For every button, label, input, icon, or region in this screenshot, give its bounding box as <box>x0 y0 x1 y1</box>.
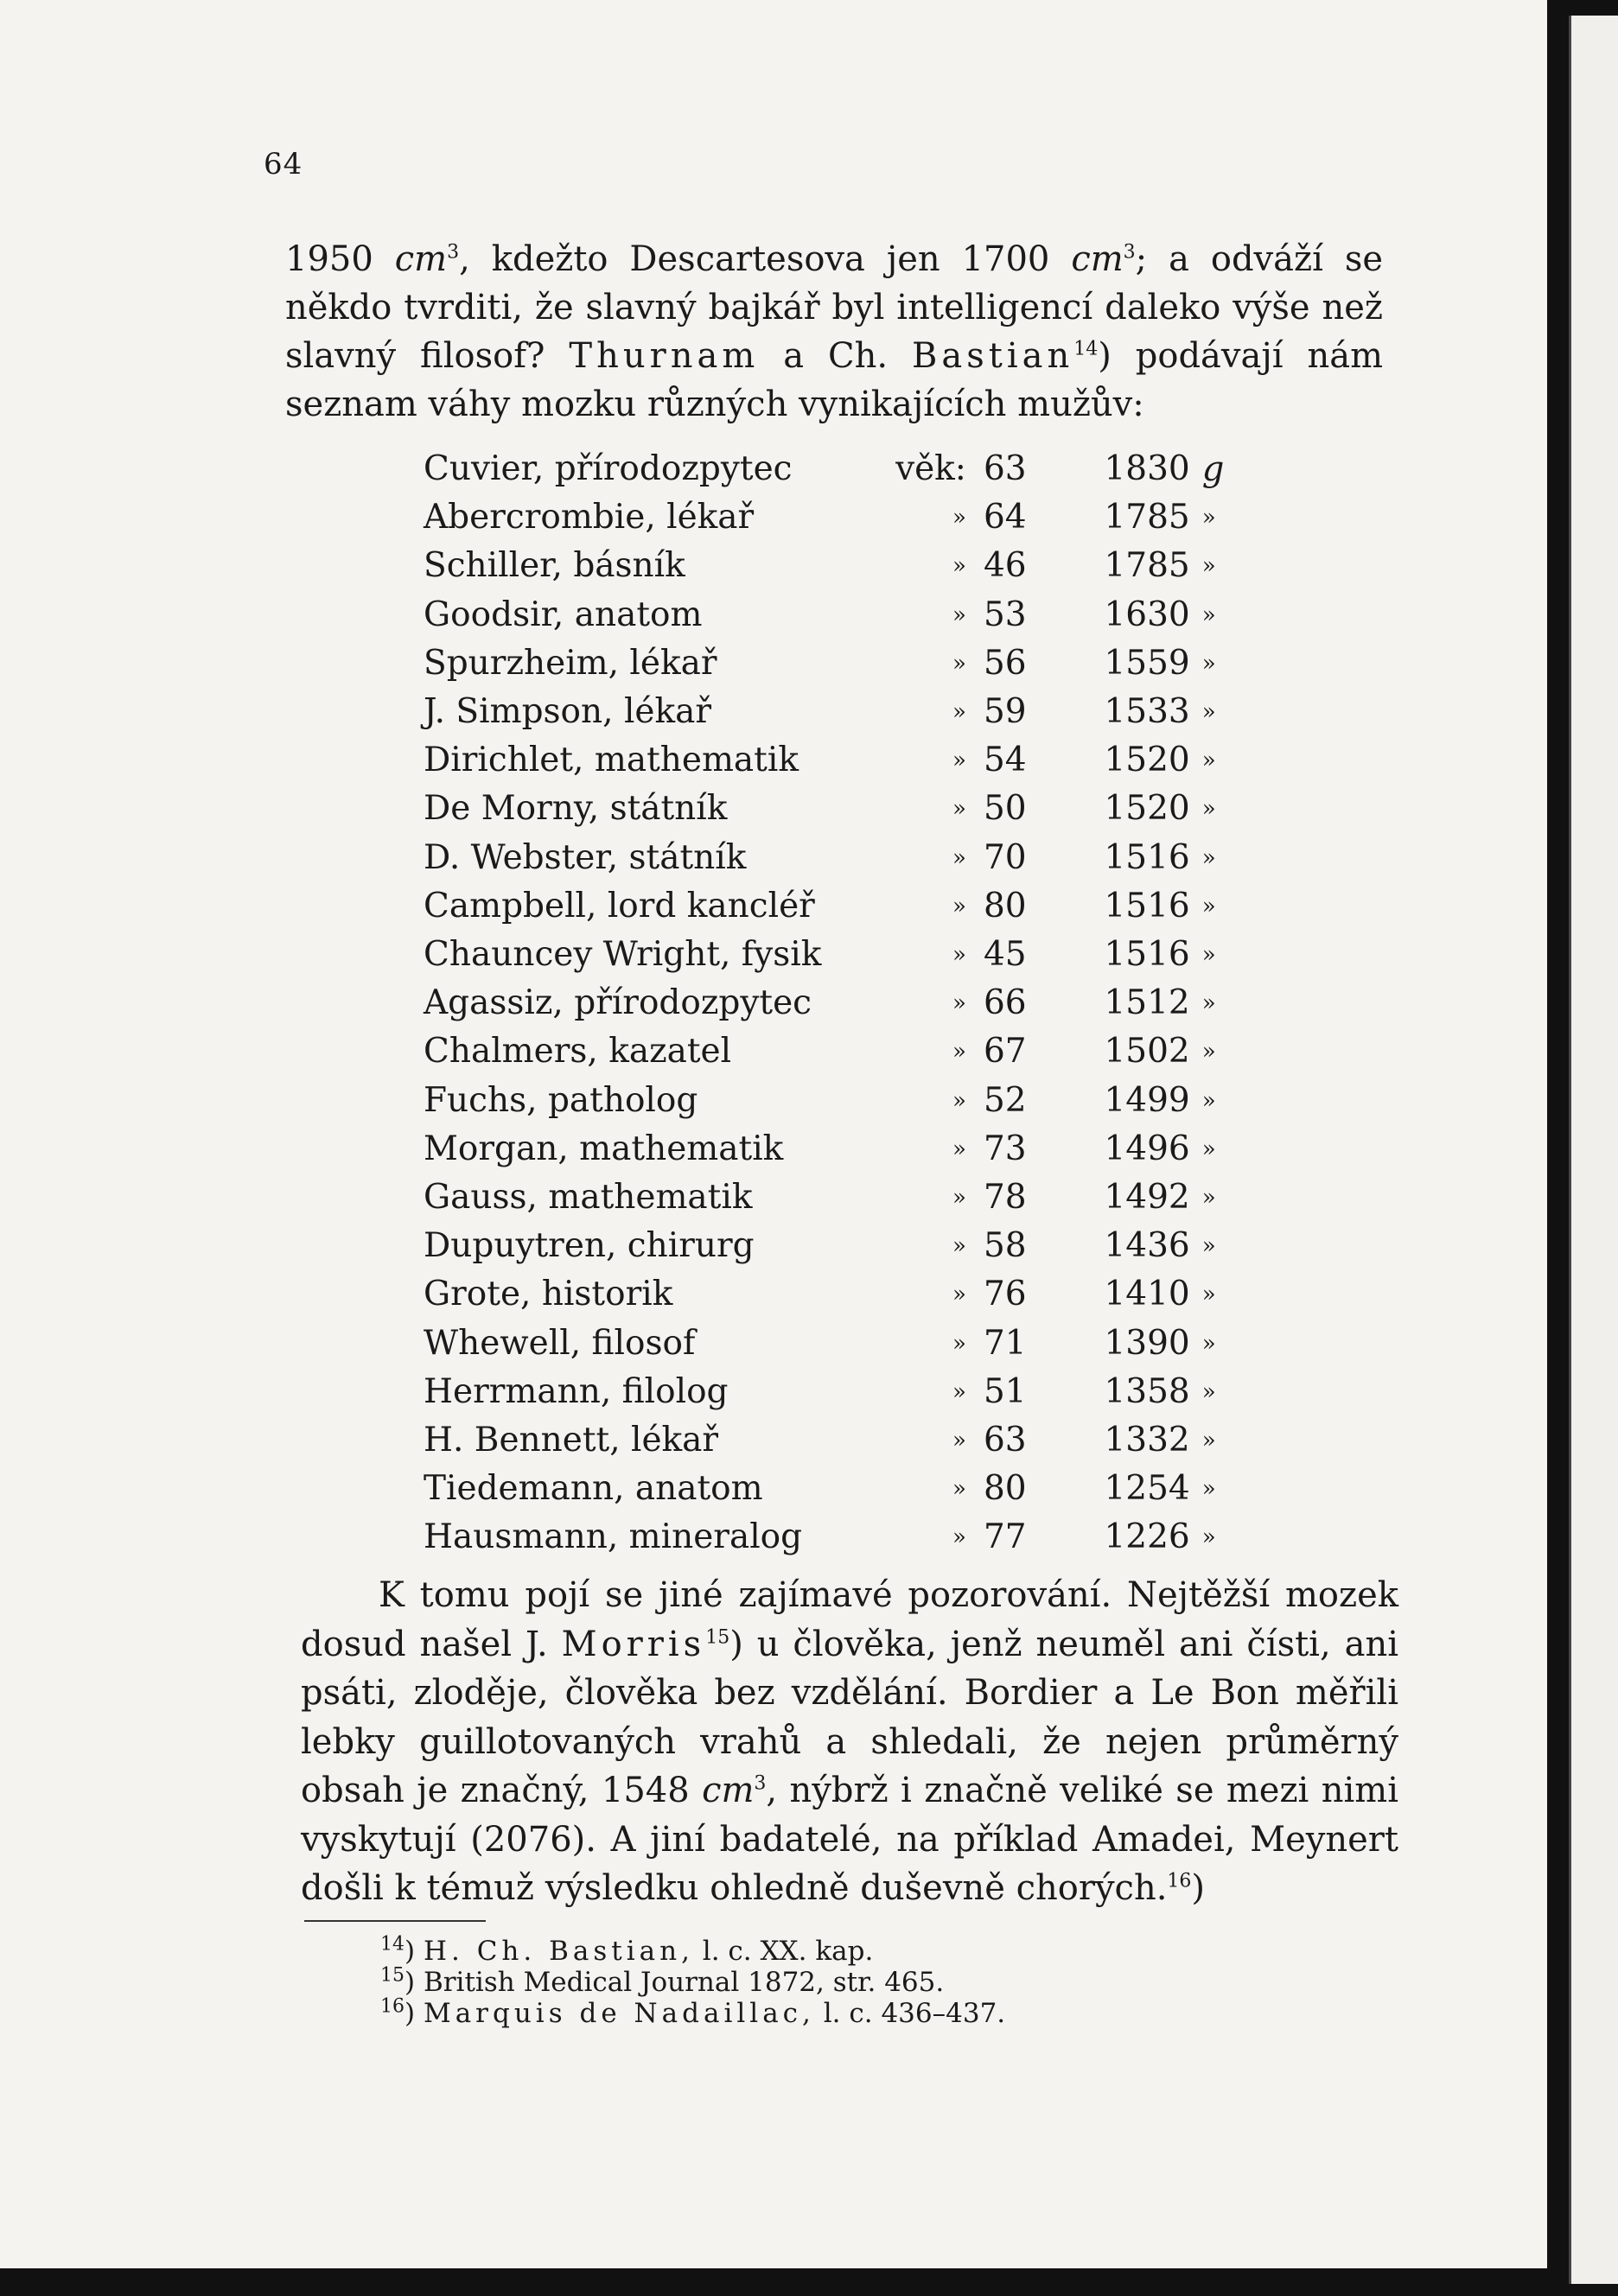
person-name: Dirichlet, mathematik <box>424 741 799 780</box>
brain-weight: 1516 <box>1104 837 1190 877</box>
ditto-mark: » <box>952 505 966 531</box>
age-value: 59 <box>983 692 1027 732</box>
ditto-mark: » <box>952 796 966 823</box>
table-row <box>424 1416 1253 1465</box>
age-value: 77 <box>983 1517 1027 1557</box>
body-text: ) <box>1191 1868 1206 1908</box>
age-value: 80 <box>983 886 1027 925</box>
person-name: D. Webster, státník <box>424 837 747 877</box>
ditto-mark: » <box>1201 1428 1216 1454</box>
person-name: Dupuytren, chirurg <box>424 1226 755 1266</box>
facing-page-edge <box>1569 16 1618 2284</box>
ditto-mark: » <box>1201 1233 1216 1260</box>
ditto-mark: » <box>1201 1524 1216 1551</box>
footnote-divider <box>304 1920 486 1922</box>
superscript: 3 <box>1123 241 1136 264</box>
ditto-mark: » <box>1201 1135 1216 1162</box>
age-value: 70 <box>983 837 1027 877</box>
ditto-mark: » <box>1201 844 1216 871</box>
age-value: 52 <box>983 1080 1027 1120</box>
footnote-text: l. c. XX. kap. <box>693 1936 874 1967</box>
ditto-mark: » <box>1201 1476 1216 1503</box>
person-name: J. Simpson, lékař <box>424 692 712 732</box>
person-name: De Morny, státník <box>424 789 728 829</box>
ditto-mark: » <box>1201 1039 1216 1065</box>
age-value: 56 <box>983 643 1027 683</box>
person-name: Morgan, mathematik <box>424 1129 784 1168</box>
intro-text: a Ch. <box>759 336 912 376</box>
table-row <box>424 1173 1253 1222</box>
person-name: H. Bennett, lékař <box>424 1421 719 1460</box>
footnote-mark: 16 <box>380 1995 404 2018</box>
person-name: Cuvier, přírodozpytec <box>424 449 793 488</box>
table-row <box>424 882 1253 931</box>
intro-text: , kdežto Descartesova jen 1700 <box>459 239 1072 279</box>
person-name: Campbell, lord kancléř <box>424 886 815 925</box>
footnote-text: British Medical Journal 1872, str. 465. <box>423 1967 945 1998</box>
person-name: Spurzheim, lékař <box>424 643 717 683</box>
unit-cm: cm <box>394 239 448 279</box>
ditto-mark: » <box>952 1524 966 1551</box>
table-row <box>424 639 1253 688</box>
body-text: ) u člověka, jenž neuměl ani čísti, ani psáti, zloděje, člověka bez vzdělání. Bordier a Le Bon měřili lebky guillotovaných vrahů a shledali, že nejen průměrný obsah je značný, 1548 <box>301 1624 1399 1810</box>
ditto-mark: » <box>1201 747 1216 774</box>
footnote-author: H. Ch. Bastian, <box>423 1936 694 1967</box>
ditto-mark: » <box>952 1330 966 1357</box>
ditto-mark: » <box>1201 1378 1216 1405</box>
ditto-mark: » <box>1201 1282 1216 1308</box>
brain-weight: 1785 <box>1104 498 1190 537</box>
table-row <box>424 688 1253 736</box>
brain-weight: 1226 <box>1104 1517 1190 1557</box>
ditto-mark: » <box>1201 650 1216 677</box>
footnote-mark: 15 <box>380 1964 404 1987</box>
ditto-mark: » <box>952 601 966 628</box>
age-value: 53 <box>983 595 1027 634</box>
intro-text: 1950 <box>285 239 395 279</box>
age-value: 58 <box>983 1226 1027 1266</box>
age-value: 73 <box>983 1129 1027 1168</box>
table-row <box>424 1077 1253 1125</box>
ditto-mark: » <box>1201 990 1216 1017</box>
footnote-paren: ) <box>404 1936 424 1967</box>
brain-weight: 1516 <box>1104 886 1190 925</box>
brain-weight: 1533 <box>1104 692 1190 732</box>
footnotes <box>380 1933 1006 2029</box>
brain-weight-table <box>424 445 1253 1562</box>
superscript: 3 <box>754 1772 767 1795</box>
author-name: Bastian <box>911 336 1074 376</box>
age-value: 50 <box>983 789 1027 829</box>
ditto-mark: » <box>952 1233 966 1260</box>
brain-weight: 1332 <box>1104 1421 1190 1460</box>
footnote <box>380 1964 1005 1998</box>
author-name: Morris <box>561 1624 706 1664</box>
ditto-mark: » <box>1201 699 1216 726</box>
table-row <box>424 834 1253 882</box>
age-value: 71 <box>983 1323 1027 1363</box>
body-paragraph <box>301 1571 1398 1913</box>
age-value: 64 <box>983 498 1027 537</box>
age-value: 51 <box>983 1371 1027 1411</box>
ditto-mark: » <box>1201 796 1216 823</box>
brain-weight: 1520 <box>1104 789 1190 829</box>
brain-weight: 1559 <box>1104 643 1190 683</box>
person-name: Fuchs, patholog <box>424 1080 698 1120</box>
table-row <box>424 542 1253 590</box>
table-row <box>424 736 1253 785</box>
brain-weight: 1516 <box>1104 935 1190 975</box>
table-row <box>424 493 1253 542</box>
age-value: 78 <box>983 1178 1027 1218</box>
ditto-mark: » <box>1201 601 1216 628</box>
age-value: 76 <box>983 1275 1027 1314</box>
intro-paragraph <box>285 235 1383 429</box>
brain-weight: 1436 <box>1104 1226 1190 1266</box>
table-row <box>424 931 1253 979</box>
table-row <box>424 1320 1253 1368</box>
ditto-mark: » <box>952 1428 966 1454</box>
table-row <box>424 445 1253 493</box>
table-row <box>424 785 1253 833</box>
ditto-mark: » <box>952 1135 966 1162</box>
ditto-mark: » <box>1201 553 1216 580</box>
body-text: K tomu pojí se jiné zajímavé pozorování. Nejtěžší mozek dosud našel J. <box>301 1575 1398 1664</box>
brain-weight: 1358 <box>1104 1371 1190 1411</box>
ditto-mark: » <box>952 747 966 774</box>
brain-weight: 1254 <box>1104 1469 1190 1509</box>
ditto-mark: » <box>1201 942 1216 969</box>
footnote <box>380 1995 1006 2029</box>
ditto-mark: » <box>1201 893 1216 919</box>
brain-weight: 1390 <box>1104 1323 1190 1363</box>
table-row <box>424 979 1253 1027</box>
table-row <box>424 1222 1253 1270</box>
ditto-mark: » <box>1201 1330 1216 1357</box>
unit-cm: cm <box>1071 239 1124 279</box>
person-name: Chalmers, kazatel <box>424 1032 732 1072</box>
footnote-paren: ) <box>404 1998 424 2029</box>
page-number: 64 <box>264 147 303 181</box>
person-name: Hausmann, mineralog <box>424 1517 803 1557</box>
ditto-mark: » <box>952 699 966 726</box>
footnote-text: l. c. 436–437. <box>814 1998 1006 2029</box>
age-value: 54 <box>983 741 1027 780</box>
ditto-mark: » <box>952 650 966 677</box>
brain-weight: 1496 <box>1104 1129 1190 1168</box>
ditto-mark: » <box>952 553 966 580</box>
table-row <box>424 1513 1253 1561</box>
brain-weight: 1520 <box>1104 741 1190 780</box>
ditto-mark: » <box>952 893 966 919</box>
table-row <box>424 1125 1253 1173</box>
person-name: Abercrombie, lékař <box>424 498 755 537</box>
person-name: Gauss, mathematik <box>424 1178 753 1218</box>
brain-weight: 1499 <box>1104 1080 1190 1120</box>
person-name: Chauncey Wright, fysik <box>424 935 822 975</box>
age-value: 63 <box>983 1421 1027 1460</box>
body-text: , nýbrž i značně veliké se mezi nimi vyskytují (2076). A jiní badatelé, na příklad Amadei, Meynert došli k témuž výsledku ohledně duševně chorých. <box>301 1771 1398 1908</box>
person-name: Schiller, básník <box>424 546 685 586</box>
unit-grams: g <box>1201 449 1225 489</box>
person-name: Whewell, filosof <box>424 1323 696 1363</box>
table-row <box>424 1027 1253 1076</box>
brain-weight: 1410 <box>1104 1275 1190 1314</box>
age-value: 66 <box>983 983 1027 1023</box>
age-value: 80 <box>983 1469 1027 1509</box>
person-name: Goodsir, anatom <box>424 595 703 634</box>
superscript: 3 <box>447 241 460 264</box>
unit-cm: cm <box>702 1771 755 1810</box>
ditto-mark: » <box>1201 1185 1216 1212</box>
person-name: Herrmann, filolog <box>424 1371 729 1411</box>
ditto-mark: » <box>952 942 966 969</box>
ditto-mark: » <box>952 844 966 871</box>
table-row <box>424 591 1253 639</box>
brain-weight: 1630 <box>1104 595 1190 634</box>
ditto-mark: » <box>952 1378 966 1405</box>
intro-text: ; a odváží se někdo tvrditi, že slavný bajkář byl intelligencí daleko výše než slavný filosof? <box>285 239 1384 376</box>
person-name: Grote, historik <box>424 1275 673 1314</box>
ditto-mark: » <box>952 990 966 1017</box>
footnote <box>380 1933 1005 1967</box>
brain-weight: 1830 <box>1104 449 1190 488</box>
ditto-mark: » <box>952 1087 966 1114</box>
age-value: 46 <box>983 546 1027 586</box>
age-value: 45 <box>983 935 1027 975</box>
ditto-mark: » <box>952 1476 966 1503</box>
footnote-mark: 14 <box>380 1933 404 1956</box>
ditto-mark: » <box>952 1039 966 1065</box>
footnote-ref: 15 <box>705 1626 730 1649</box>
age-label: věk: <box>895 449 966 488</box>
footnote-paren: ) <box>404 1967 424 1998</box>
person-name: Agassiz, přírodozpytec <box>424 983 812 1023</box>
table-row <box>424 1270 1253 1319</box>
brain-weight: 1492 <box>1104 1178 1190 1218</box>
table-row <box>424 1368 1253 1416</box>
ditto-mark: » <box>1201 505 1216 531</box>
footnote-author: Marquis de Nadaillac, <box>423 1998 815 2029</box>
table-row <box>424 1465 1253 1513</box>
brain-weight: 1502 <box>1104 1032 1190 1072</box>
intro-text: ) podávají nám seznam váhy mozku různých vynikajících mužův: <box>285 336 1384 424</box>
ditto-mark: » <box>952 1185 966 1212</box>
brain-weight: 1785 <box>1104 546 1190 586</box>
ditto-mark: » <box>1201 1087 1216 1114</box>
footnote-ref: 14 <box>1073 338 1099 360</box>
person-name: Tiedemann, anatom <box>424 1469 763 1509</box>
footnote-ref: 16 <box>1167 1870 1192 1892</box>
age-value: 67 <box>983 1032 1027 1072</box>
ditto-mark: » <box>952 1282 966 1308</box>
brain-weight: 1512 <box>1104 983 1190 1023</box>
age-value: 63 <box>983 449 1027 488</box>
author-name: Thurnam <box>569 336 760 376</box>
